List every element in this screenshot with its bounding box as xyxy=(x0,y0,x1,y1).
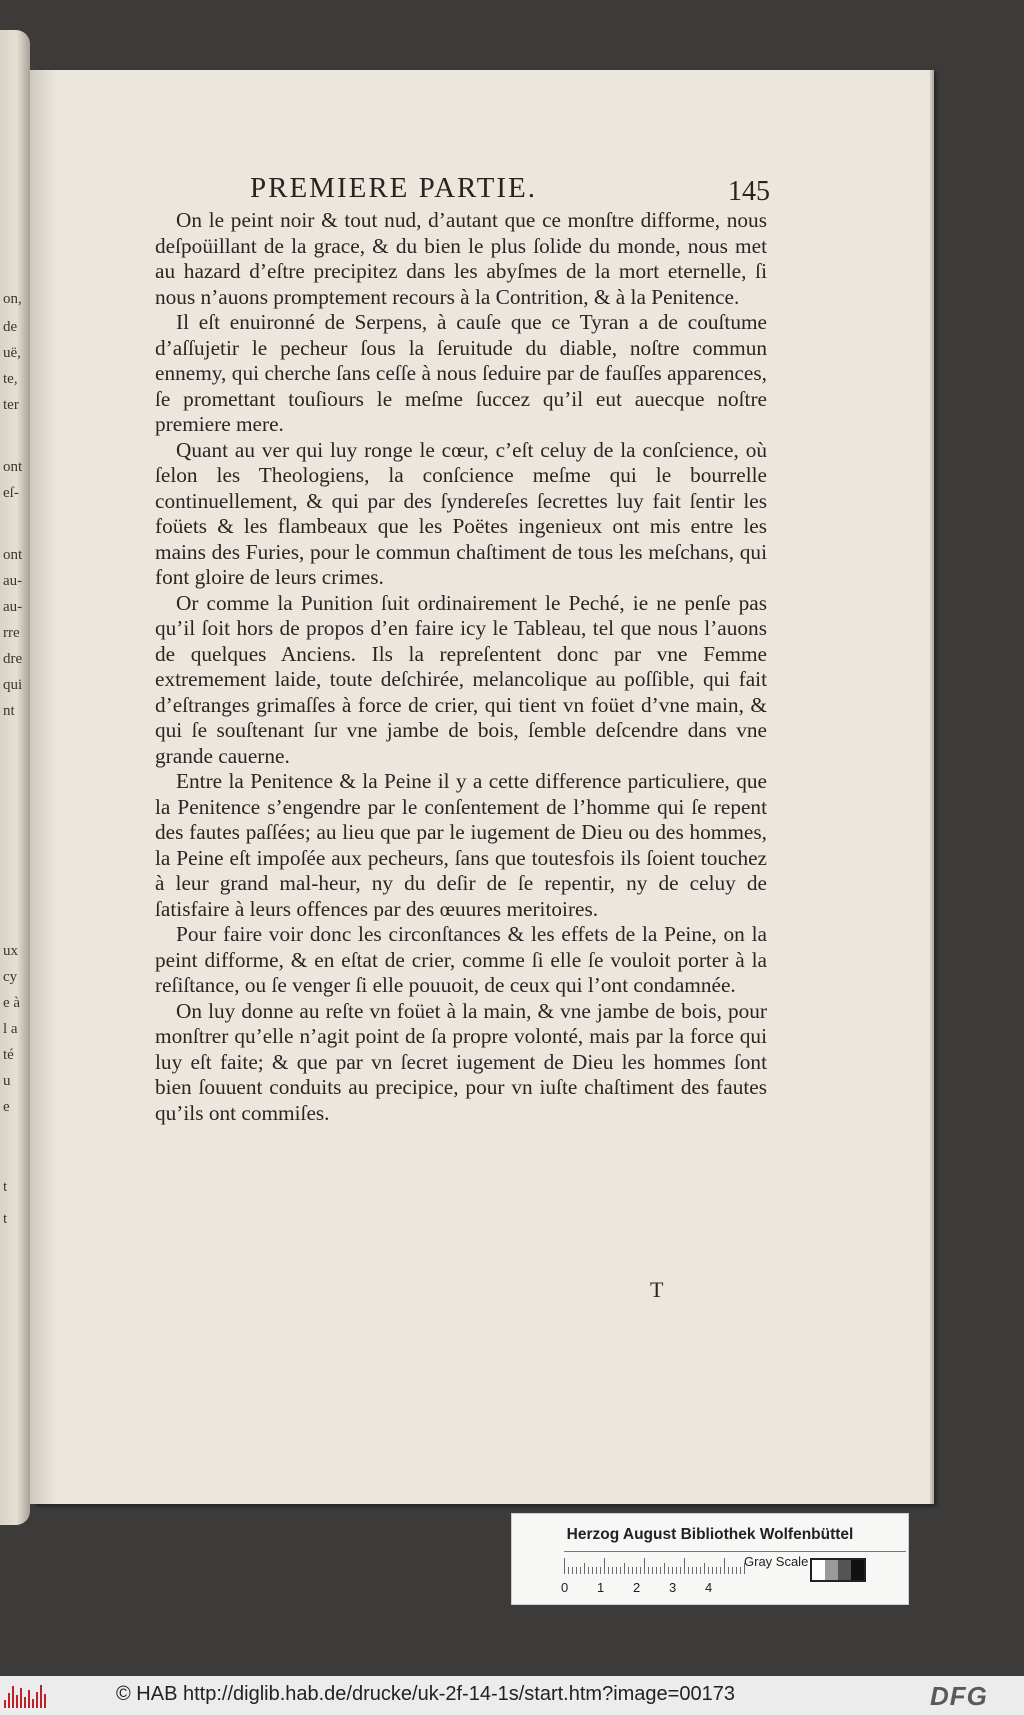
ruler-tick xyxy=(588,1567,589,1574)
paragraph: Pour faire voir donc les circonſtances & les effets de la Peine, on la peint difforme, & en eſtat de crier, comme ſi elle ſe vouloit porter à la reſiſtance, ou ſe venger ſi elle pouuoit, de ceux qui l’ont condamnée. xyxy=(155,922,767,997)
margin-fragment: t xyxy=(3,1179,8,1195)
logo-bar xyxy=(12,1686,14,1708)
logo-bar xyxy=(28,1690,30,1708)
ruler-tick xyxy=(712,1567,713,1574)
logo-bar xyxy=(36,1692,38,1708)
scale-number: 2 xyxy=(633,1580,641,1595)
ruler-tick xyxy=(636,1567,637,1574)
ruler-tick xyxy=(696,1567,697,1574)
logo-bar xyxy=(20,1688,22,1708)
library-name: Herzog August Bibliothek Wolfenbüttel xyxy=(566,1526,854,1543)
ruler-tick xyxy=(660,1567,661,1574)
ruler-tick xyxy=(672,1567,673,1574)
ruler-tick xyxy=(628,1567,629,1574)
ruler-tick xyxy=(624,1563,625,1574)
ruler-tick xyxy=(596,1567,597,1574)
ruler-tick xyxy=(584,1563,585,1574)
body-text xyxy=(155,208,767,1126)
logo-bar xyxy=(4,1700,6,1708)
catchword: T xyxy=(650,1277,664,1302)
ruler-tick xyxy=(732,1567,733,1574)
ruler-tick xyxy=(592,1567,593,1574)
logo-bar xyxy=(40,1685,42,1708)
scale-number: 0 xyxy=(561,1580,569,1595)
margin-fragment: nt xyxy=(3,703,15,719)
ruler-tick xyxy=(644,1558,645,1574)
ruler-tick xyxy=(608,1567,609,1574)
ruler-tick xyxy=(612,1567,613,1574)
ruler-tick xyxy=(616,1567,617,1574)
scale-number: 3 xyxy=(669,1580,677,1595)
margin-fragment: u xyxy=(3,1073,11,1089)
copyright-url[interactable]: © HAB http://diglib.hab.de/drucke/uk-2f-14-1s/start.htm?image=00173 xyxy=(116,1683,735,1705)
margin-fragment: au- xyxy=(3,573,23,589)
gray-swatch xyxy=(838,1560,851,1580)
margin-fragment: rre xyxy=(3,625,20,641)
ruler-tick xyxy=(604,1558,605,1574)
margin-fragment: ont xyxy=(3,459,23,475)
ruler-tick xyxy=(640,1567,641,1574)
facing-page-edge xyxy=(0,30,30,1525)
margin-fragment: ter xyxy=(3,397,19,413)
hab-logo-icon xyxy=(4,1684,46,1708)
gray-scale-swatches xyxy=(810,1558,866,1582)
ruler-tick xyxy=(664,1563,665,1574)
paragraph: On le peint noir & tout nud, d’autant que ce monſtre difforme, nous deſpoüillant de la grace, & du bien le plus ſolide du monde, nous met au hazard d’eſtre precipitez dans les abyſmes de la mort eternelle, ſi nous n’auons promptement recours à la Contrition, & à la Penitence. xyxy=(155,208,767,309)
ruler-tick xyxy=(564,1558,565,1574)
margin-fragment: de xyxy=(3,319,18,335)
scale-number: 4 xyxy=(705,1580,713,1595)
ruler-tick xyxy=(688,1567,689,1574)
margin-fragment: te, xyxy=(3,371,18,387)
margin-fragment: uë, xyxy=(3,345,21,361)
card-divider xyxy=(564,1551,906,1552)
paragraph: Entre la Penitence & la Peine il y a cette difference particuliere, que la Penitence s’engendre par le conſentement de l’homme qui ſe repent des fautes paſſées; au lieu que par le iugement de Dieu ou des hommes, la Peine eſt impoſée aux pecheurs, ſans que toutesfois ils ſoient touchez à leur grand mal-heur, ny du deſir de ſe repentir, ny de celuy de ſatisfaire à leurs offences par des œuures meritoires. xyxy=(155,769,767,921)
margin-fragment: au- xyxy=(3,599,23,615)
ruler-tick xyxy=(676,1567,677,1574)
margin-fragment: ux xyxy=(3,943,18,959)
margin-fragment: cy xyxy=(3,969,18,985)
paragraph: Il eſt enuironné de Serpens, à cauſe que ce Tyran a de couſtume d’aſſujetir le pecheur ſous la ſeruitude du diable, noſtre commun ennemy, qui cherche ſans ceſſe à nous ſeduire par de fauſſes apparences, ſe promettant touſiours le meſme ſuccez qu’il eut auecque noſtre premiere mere. xyxy=(155,310,767,436)
margin-fragment: ont xyxy=(3,547,23,563)
logo-bar xyxy=(44,1694,46,1708)
ruler-tick xyxy=(580,1567,581,1574)
ruler-tick xyxy=(728,1567,729,1574)
running-head: PREMIERE PARTIE. xyxy=(250,172,537,204)
ruler-tick xyxy=(736,1567,737,1574)
ruler-tick xyxy=(668,1567,669,1574)
ruler-tick xyxy=(720,1567,721,1574)
ruler-tick xyxy=(656,1567,657,1574)
logo-bar xyxy=(32,1699,34,1708)
ruler-tick xyxy=(572,1567,573,1574)
ruler-tick xyxy=(692,1567,693,1574)
ruler-tick xyxy=(740,1567,741,1574)
scale-number: 1 xyxy=(597,1580,605,1595)
ruler-tick xyxy=(680,1567,681,1574)
gray-swatch xyxy=(812,1560,825,1580)
paragraph: On luy donne au reſte vn foüet à la main, & vne jambe de bois, pour monſtrer qu’elle n’agit point de ſa propre volonté, mais par la force qui luy eſt faite; & que par vn ſecret iugement de Dieu les hommes ſont bien ſouuent conduits au precipice, pour vn iuſte chaſtiment des fautes qu’ils ont commiſes. xyxy=(155,998,767,1125)
ruler-tick xyxy=(684,1558,685,1574)
ruler-tick xyxy=(700,1567,701,1574)
margin-fragment: l a xyxy=(3,1021,18,1037)
ruler-tick xyxy=(632,1567,633,1574)
margin-fragment: on, xyxy=(3,291,22,307)
dfg-logo: DFG xyxy=(930,1681,988,1711)
ruler-tick xyxy=(724,1558,725,1574)
ruler-tick xyxy=(652,1567,653,1574)
ruler-tick xyxy=(708,1567,709,1574)
margin-fragment: e xyxy=(3,1099,10,1115)
gray-scale-label: Gray Scale xyxy=(744,1554,809,1569)
page-number: 145 xyxy=(728,176,770,207)
ruler-tick xyxy=(568,1567,569,1574)
paragraph: Or comme la Punition ſuit ordinairement le Peché, ie ne penſe pas qu’il ſoit hors de propos d’en faire icy le Tableau, tel que nous l’auons de quelques Anciens. Ils la repreſentent donc par vne Femme extremement laide, toute deſchirée, melancolique au poſſible, qui fait d’eſtranges grimaſſes à force de crier, qui tient vn foüet d’vne main, & qui ſe souſtenant ſur vne jambe de bois, ſemble deſcendre dans vne grande cauerne. xyxy=(155,590,767,768)
scale-ruler xyxy=(564,1558,754,1574)
logo-bar xyxy=(16,1695,18,1708)
library-color-card xyxy=(511,1513,909,1605)
paragraph: Quant au ver qui luy ronge le cœur, c’eſt celuy de la conſcience, où ſelon les Theologiens, la conſcience meſme qui le bourrelle continuellement, & qui par des ſyndereſes ſecrettes luy fait ſentir les foüets & les flambeaux que les Poëtes ingenieux ont mis entre les mains des Furies, pour le commun chaſtiment de tous les meſchans, qui font gloire de leurs crimes. xyxy=(155,437,767,589)
gray-swatch xyxy=(851,1560,864,1580)
ruler-tick xyxy=(600,1567,601,1574)
ruler-tick xyxy=(648,1567,649,1574)
margin-fragment: qui xyxy=(3,677,23,693)
ruler-tick xyxy=(716,1567,717,1574)
footer-bar xyxy=(0,1676,1024,1715)
ruler-tick xyxy=(704,1563,705,1574)
ruler-tick xyxy=(576,1567,577,1574)
margin-fragment: e à xyxy=(3,995,21,1011)
margin-fragment: t xyxy=(3,1211,8,1227)
margin-fragment: té xyxy=(3,1047,14,1063)
logo-bar xyxy=(8,1693,10,1708)
logo-bar xyxy=(24,1697,26,1708)
page-header xyxy=(250,172,770,208)
gray-swatch xyxy=(825,1560,838,1580)
margin-fragment: dre xyxy=(3,651,23,667)
ruler-tick xyxy=(620,1567,621,1574)
book-page xyxy=(30,70,930,1504)
margin-fragment: eſ- xyxy=(3,485,19,501)
